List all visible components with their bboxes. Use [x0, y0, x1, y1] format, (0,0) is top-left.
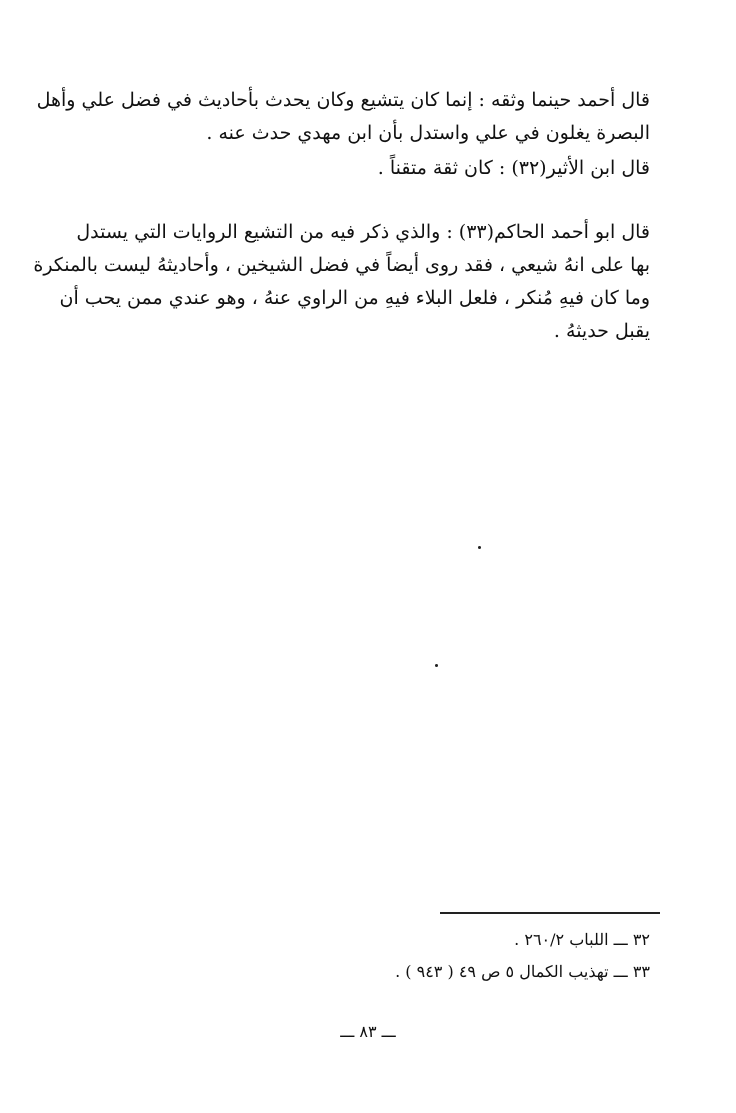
footnote-32: ٣٢ ـــ اللباب ٢٦٠/٢ .	[514, 930, 650, 949]
paragraph-line: قال ابن الأثير(٣٢) : كان ثقة متقناً .	[377, 157, 650, 179]
footnote-33: ٣٣ ـــ تهذيب الكمال ٥ ص ٤٩ ( ٩٤٣ ) .	[395, 962, 650, 981]
paragraph-ibn-al-athir	[70, 152, 650, 185]
paragraph-line: بها على انهُ شيعي ، فقد روى أيضاً في فضل الشيخين ، وأحاديثهُ ليست بالمنكرة	[33, 254, 650, 276]
speck-mark	[435, 664, 438, 667]
page-number: ـــ ٨٣ ـــ	[340, 1022, 396, 1041]
paragraph-line: قال ابو أحمد الحاكم(٣٣) : والذي ذكر فيه من التشيع الروايات التي يستدل	[76, 221, 650, 243]
paragraph-line: البصرة يغلون في علي واستدل بأن ابن مهدي حدث عنه .	[206, 122, 650, 144]
paragraph-line: يقبل حديثهُ .	[553, 320, 650, 342]
paragraph-abu-ahmad-al-hakim	[33, 216, 650, 348]
footnote-separator	[440, 912, 660, 914]
paragraph-line: قال أحمد حينما وثقه : إنما كان يتشيع وكان يحدث بأحاديث في فضل علي وأهل	[36, 89, 650, 111]
paragraph-ahmad	[36, 84, 650, 150]
paragraph-line: وما كان فيهِ مُنكر ، فلعل البلاء فيهِ من الراوي عنهُ ، وهو عندي ممن يحب أن	[59, 287, 650, 309]
speck-mark	[478, 546, 481, 549]
